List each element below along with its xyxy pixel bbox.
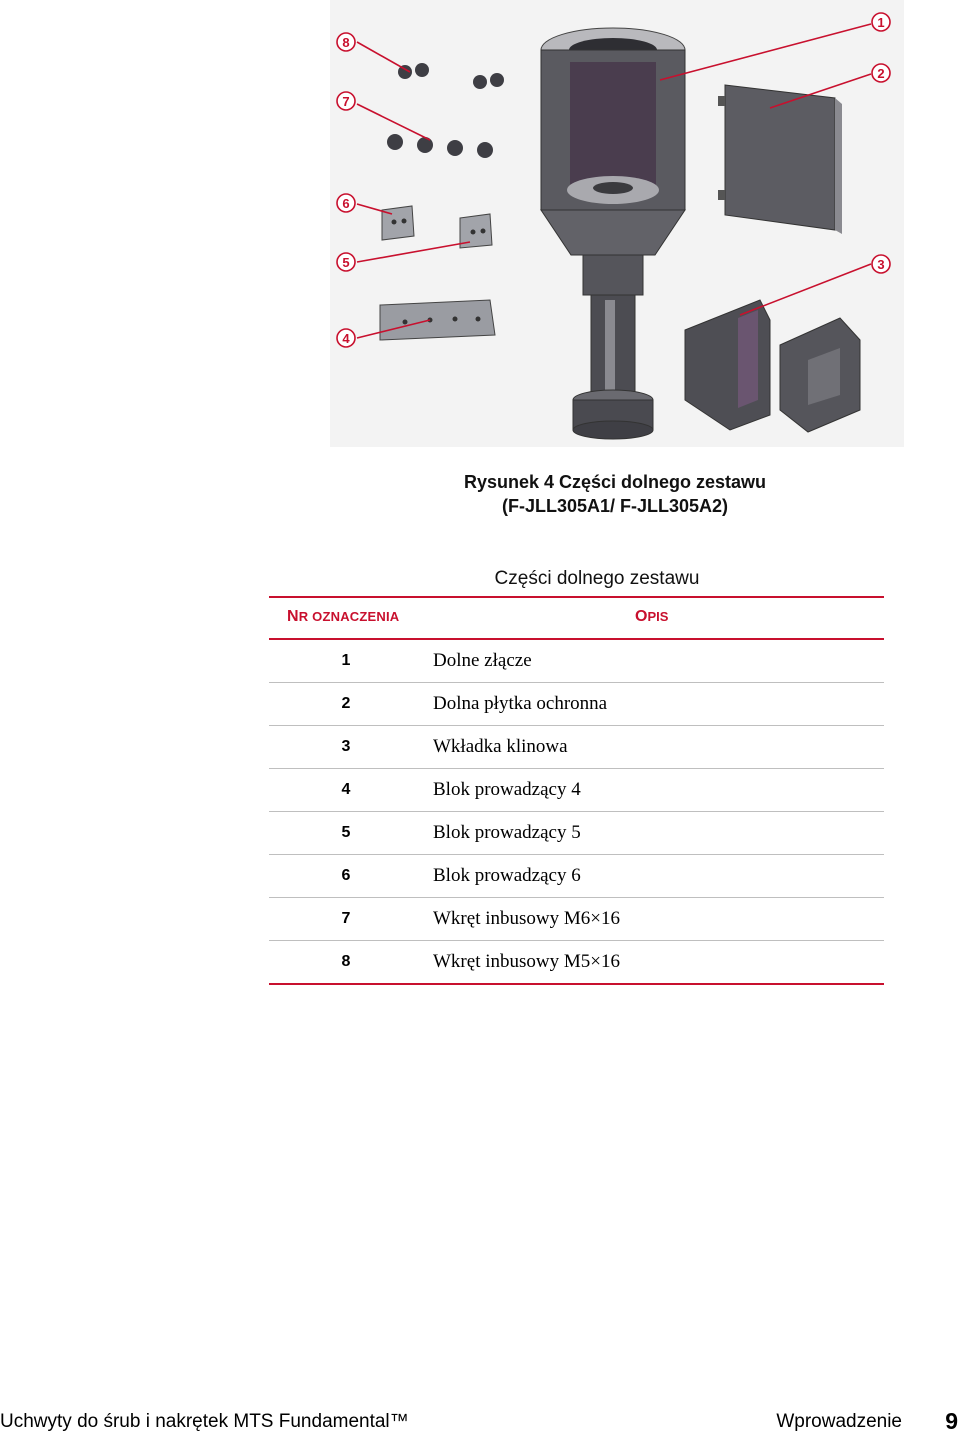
parts-figure — [330, 0, 904, 447]
table-row — [269, 640, 884, 683]
row-number: 2 — [341, 695, 351, 712]
row-description: Wkręt inbusowy M6×16 — [433, 908, 620, 929]
row-number: 4 — [341, 781, 351, 798]
callout-6 — [337, 194, 355, 212]
svg-text:3: 3 — [877, 257, 885, 272]
callout-5 — [337, 253, 355, 271]
header-opis — [635, 608, 668, 626]
table-row — [269, 898, 884, 941]
header-nr-oznaczenia — [287, 608, 399, 626]
callout-8 — [337, 33, 355, 51]
row-number: 7 — [341, 910, 351, 927]
caption-line-1: Rysunek 4 Części dolnego zestawu — [463, 472, 767, 492]
svg-text:2: 2 — [877, 66, 885, 81]
table-title-text: Części dolnego zestawu — [494, 568, 700, 589]
callout-4 — [337, 329, 355, 347]
row-number: 5 — [341, 824, 351, 841]
callout-1 — [872, 13, 890, 31]
callout-2 — [872, 64, 890, 82]
row-number: 1 — [341, 652, 351, 669]
guide-block-6-part — [382, 206, 414, 240]
table-row — [269, 683, 884, 726]
hex-screws-m6-part — [387, 134, 493, 158]
protective-plate-part — [718, 85, 842, 234]
lower-connector-part — [541, 28, 685, 439]
hex-screws-m5-part — [398, 63, 504, 89]
exploded-view-drawing — [330, 0, 904, 447]
table-row — [269, 726, 884, 769]
callout-7 — [337, 92, 355, 110]
callout-3 — [872, 255, 890, 273]
figure-caption — [400, 470, 830, 518]
row-number: 8 — [341, 953, 351, 970]
svg-text:5: 5 — [342, 255, 350, 270]
parts-table — [269, 596, 884, 985]
header-col2-rest: PIS — [647, 609, 669, 624]
page-number: 9 — [945, 1408, 958, 1434]
svg-text:8: 8 — [342, 35, 350, 50]
row-description: Blok prowadzący 4 — [433, 779, 581, 800]
row-description: Dolne złącze — [433, 650, 532, 671]
header-col2-initial: O — [635, 608, 648, 625]
table-header — [269, 596, 884, 640]
row-description: Blok prowadzący 5 — [433, 822, 581, 843]
table-row — [269, 769, 884, 812]
row-description: Wkręt inbusowy M5×16 — [433, 951, 620, 972]
svg-text:6: 6 — [342, 196, 350, 211]
footer-section-name: Wprowadzenie — [776, 1411, 902, 1432]
header-col1-initial: N — [287, 608, 299, 625]
table-row — [269, 855, 884, 898]
row-number: 3 — [341, 738, 351, 755]
svg-text:1: 1 — [877, 15, 885, 30]
svg-text:4: 4 — [342, 331, 350, 346]
svg-text:7: 7 — [342, 94, 350, 109]
row-description: Dolna płytka ochronna — [433, 693, 608, 714]
table-title — [270, 568, 884, 590]
table-row — [269, 941, 884, 985]
table-row — [269, 812, 884, 855]
caption-line-2: (F-JLL305A1/ F-JLL305A2) — [501, 496, 729, 516]
row-description: Wkładka klinowa — [433, 736, 568, 757]
header-col1-rest: R OZNACZENIA — [298, 609, 400, 624]
page-footer — [0, 1408, 960, 1436]
row-description: Blok prowadzący 6 — [433, 865, 581, 886]
footer-document-title: Uchwyty do śrub i nakrętek MTS Fundamental™ — [0, 1411, 409, 1432]
wedge-insert-part — [685, 300, 860, 432]
guide-block-4-part — [380, 300, 495, 340]
row-number: 6 — [341, 867, 351, 884]
